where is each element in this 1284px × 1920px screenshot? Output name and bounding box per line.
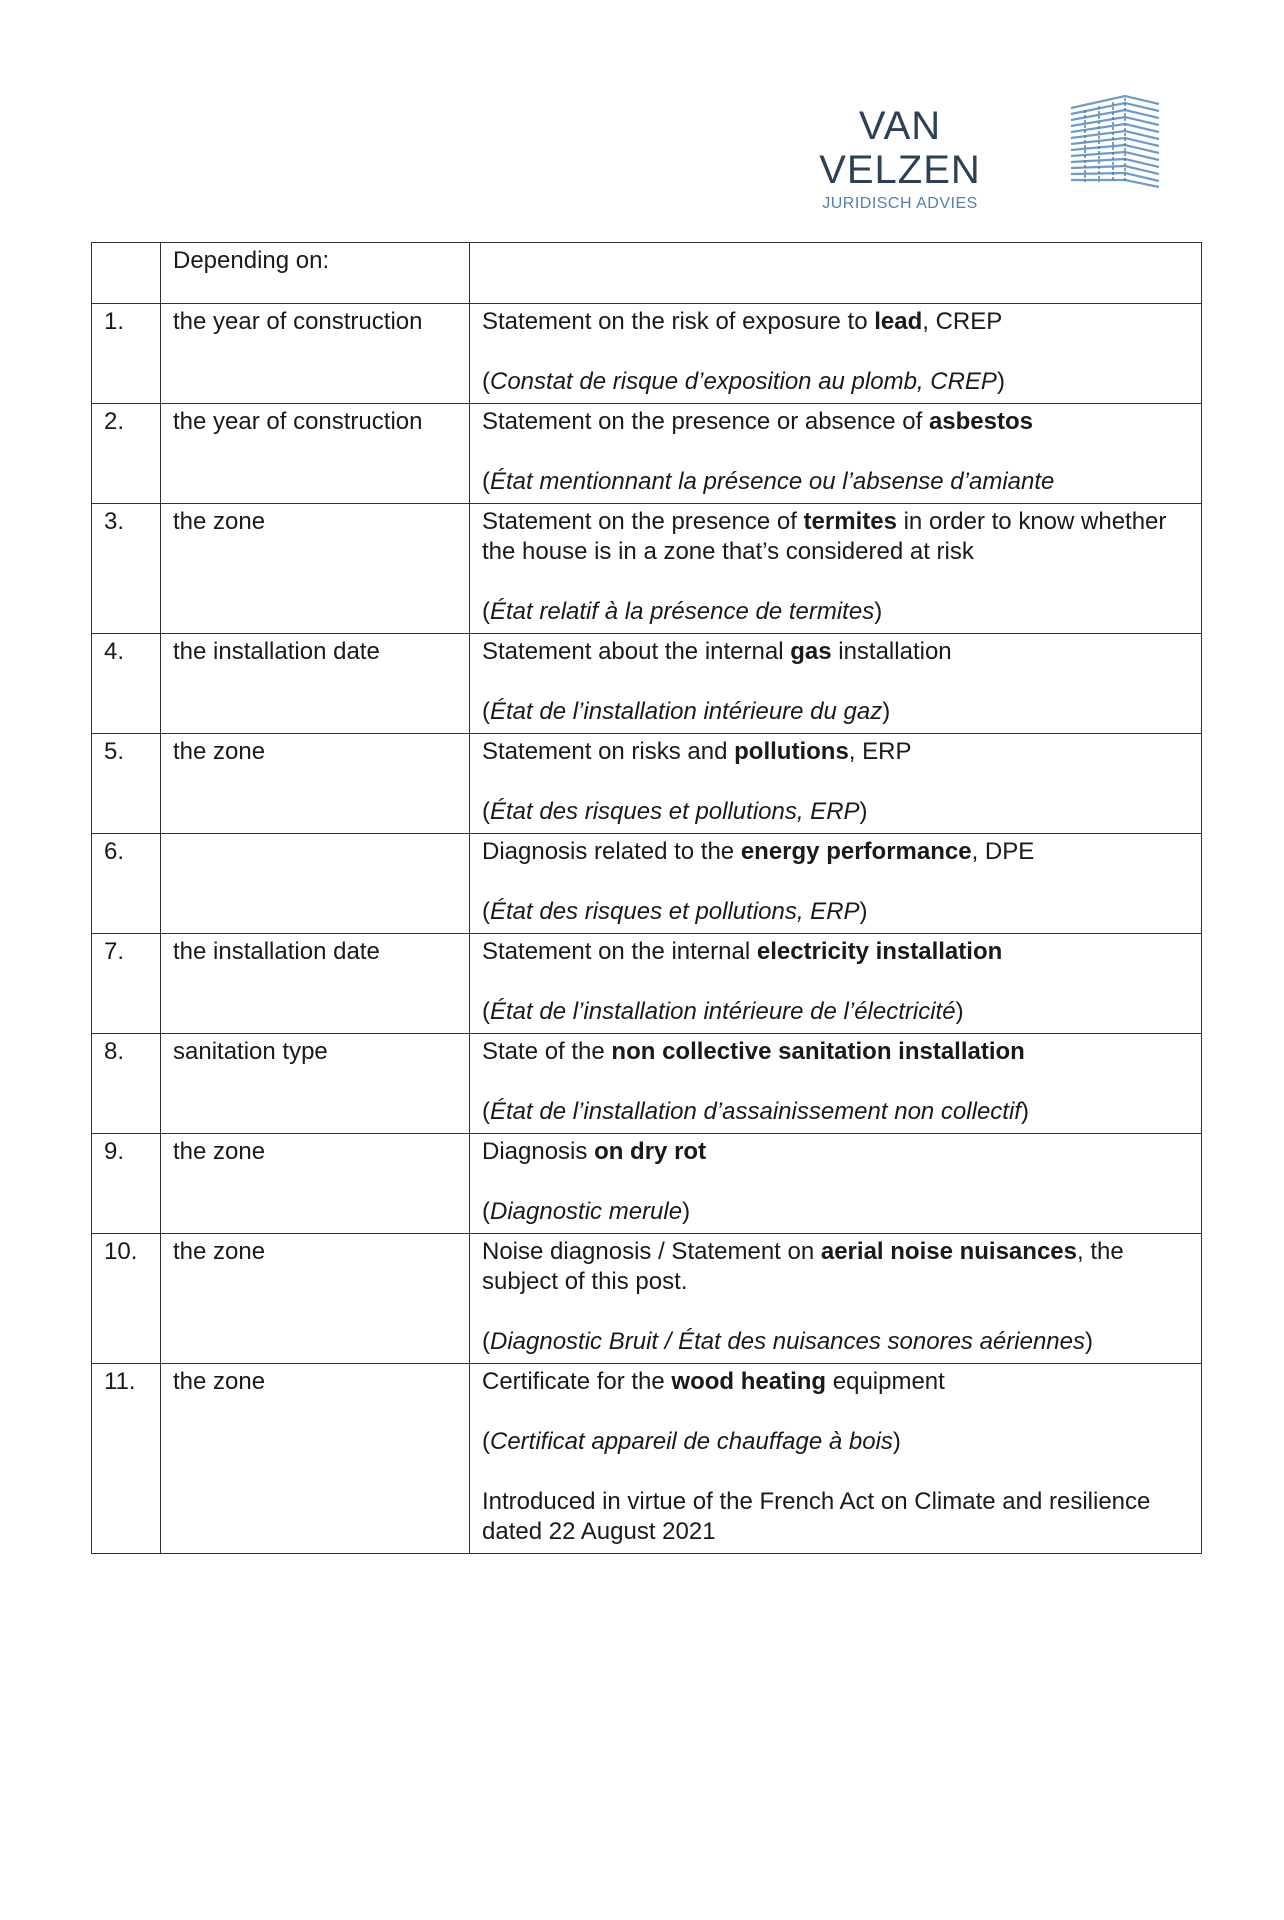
row-statement-cell — [470, 1134, 1202, 1234]
row-statement-cell — [470, 504, 1202, 634]
row-statement-cell — [470, 734, 1202, 834]
table-row-7 — [92, 934, 1202, 1034]
building-logo-icon — [1065, 94, 1163, 190]
letterhead — [780, 94, 1180, 212]
row-number: 7. — [92, 934, 161, 1034]
statement-french: (État des risques et pollutions, ERP) — [482, 898, 868, 925]
row-number: 10. — [92, 1234, 161, 1364]
row-depends-on: the zone — [161, 734, 470, 834]
statement-keyword: on dry rot — [594, 1138, 707, 1165]
statement-english: Statement on the risk of exposure to lead, CREP — [482, 308, 1003, 335]
statement-english: Noise diagnosis / Statement on aerial noise nuisances, the subject of this post. — [482, 1238, 1124, 1295]
statement-french: (Certificat appareil de chauffage à bois) — [482, 1428, 901, 1455]
row-statement-cell — [470, 934, 1202, 1034]
statement-french: (État de l’installation intérieure du gaz) — [482, 698, 891, 725]
row-number: 1. — [92, 304, 161, 404]
statement-keyword: asbestos — [928, 408, 1034, 435]
row-statement-cell — [470, 1234, 1202, 1364]
statement-keyword: electricity installation — [756, 938, 1003, 965]
row-number: 4. — [92, 634, 161, 734]
brand-subtitle: JURIDISCH ADVIES — [822, 195, 978, 212]
statement-english: Diagnosis related to the energy performance, DPE — [482, 838, 1035, 865]
statement-english: Statement on the internal electricity installation — [482, 938, 1003, 965]
table-row-2 — [92, 404, 1202, 504]
statement-english: Certificate for the wood heating equipment — [482, 1368, 945, 1395]
statement-keyword: gas — [790, 638, 832, 665]
table-row-8 — [92, 1034, 1202, 1134]
statement-english: Statement about the internal gas installation — [482, 638, 952, 665]
statement-keyword: non collective sanitation installation — [611, 1038, 1025, 1065]
statement-english: Statement on the presence of termites in order to know whether the house is in a zone that’s considered at risk — [482, 508, 1167, 565]
row-statement-cell — [470, 834, 1202, 934]
diagnostics-table — [91, 242, 1202, 1554]
header-depends-cell: Depending on: — [161, 243, 470, 304]
row-depends-on: sanitation type — [161, 1034, 470, 1134]
row-number: 11. — [92, 1364, 161, 1554]
row-number: 6. — [92, 834, 161, 934]
row-depends-on: the zone — [161, 504, 470, 634]
brand-text — [780, 104, 1020, 214]
table-row-3 — [92, 504, 1202, 634]
statement-keyword: wood heating — [671, 1368, 827, 1395]
table-row-9 — [92, 1134, 1202, 1234]
table-row-6 — [92, 834, 1202, 934]
row-depends-on — [161, 834, 470, 934]
header-statement-cell — [470, 243, 1202, 304]
row-depends-on: the year of construction — [161, 304, 470, 404]
statement-keyword: aerial noise nuisances — [820, 1238, 1077, 1265]
statement-french: (Constat de risque d’exposition au plomb, CREP) — [482, 368, 1005, 395]
statement-french: (État de l’installation intérieure de l’électricité) — [482, 998, 964, 1025]
statement-french: (État de l’installation d’assainissement non collectif) — [482, 1098, 1029, 1125]
statement-keyword: lead — [874, 308, 923, 335]
row-number: 8. — [92, 1034, 161, 1134]
table-header-row — [92, 243, 1202, 304]
brand-name: VAN VELZEN — [819, 104, 981, 192]
statement-english: Statement on the presence or absence of asbestos — [482, 408, 1034, 435]
statement-french: (Diagnostic merule) — [482, 1198, 691, 1225]
row-depends-on: the installation date — [161, 634, 470, 734]
statement-note: Introduced in virtue of the French Act on Climate and resilience dated 22 August 2021 — [482, 1488, 1151, 1545]
table-row-10 — [92, 1234, 1202, 1364]
row-statement-cell — [470, 1034, 1202, 1134]
row-statement-cell — [470, 1364, 1202, 1554]
statement-french: (État des risques et pollutions, ERP) — [482, 798, 868, 825]
statement-english: Diagnosis on dry rot — [482, 1138, 707, 1165]
row-statement-cell — [470, 634, 1202, 734]
statement-french: (État relatif à la présence de termites) — [482, 598, 883, 625]
row-number: 2. — [92, 404, 161, 504]
statement-keyword: pollutions — [734, 738, 849, 765]
row-depends-on: the zone — [161, 1134, 470, 1234]
table-row-5 — [92, 734, 1202, 834]
row-depends-on: the zone — [161, 1364, 470, 1554]
table-row-11 — [92, 1364, 1202, 1554]
row-statement-cell — [470, 304, 1202, 404]
row-depends-on: the installation date — [161, 934, 470, 1034]
row-number: 9. — [92, 1134, 161, 1234]
statement-keyword: energy performance — [740, 838, 972, 865]
row-statement-cell — [470, 404, 1202, 504]
row-depends-on: the zone — [161, 1234, 470, 1364]
statement-french: (Diagnostic Bruit / État des nuisances sonores aériennes) — [482, 1328, 1093, 1355]
statement-french: (État mentionnant la présence ou l’absense d’amiante — [482, 468, 1055, 495]
statement-english: Statement on risks and pollutions, ERP — [482, 738, 912, 765]
table-row-1 — [92, 304, 1202, 404]
row-number: 3. — [92, 504, 161, 634]
header-num-cell — [92, 243, 161, 304]
row-number: 5. — [92, 734, 161, 834]
statement-english: State of the non collective sanitation installation — [482, 1038, 1025, 1065]
row-depends-on: the year of construction — [161, 404, 470, 504]
table-row-4 — [92, 634, 1202, 734]
statement-keyword: termites — [803, 508, 897, 535]
